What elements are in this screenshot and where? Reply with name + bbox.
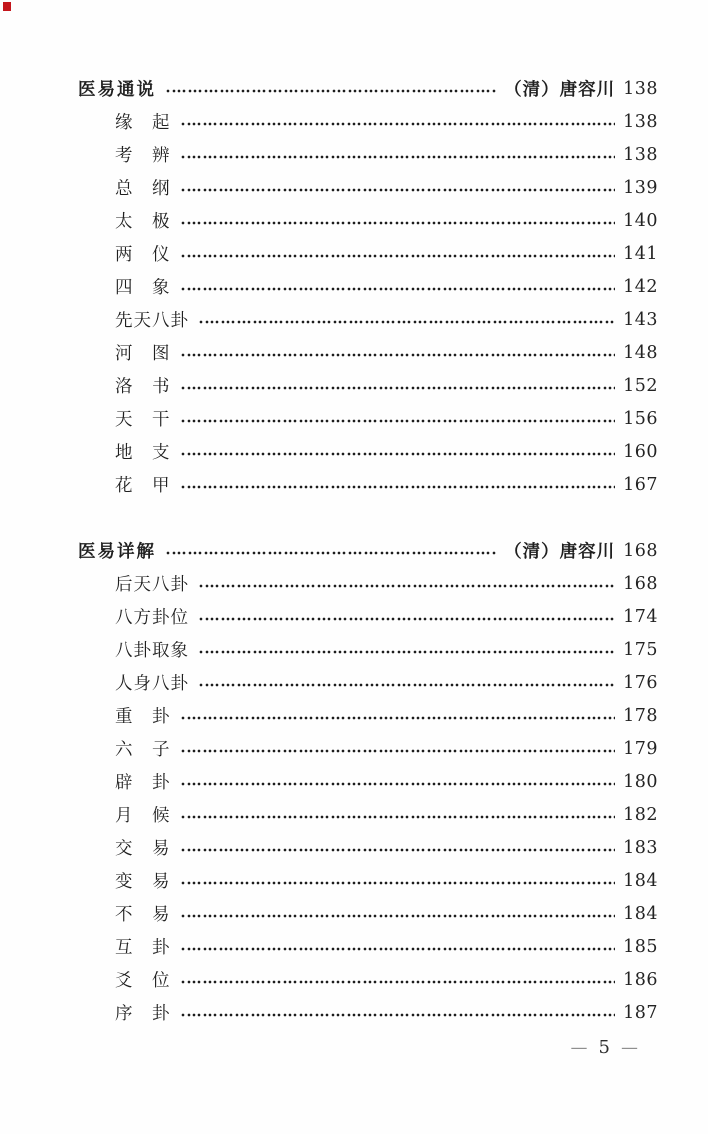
toc-entry-page-number: 174	[623, 606, 658, 627]
dot-leader	[181, 897, 616, 930]
toc-entry-title: 六 子	[115, 740, 171, 760]
toc-entry-row	[78, 732, 658, 765]
toc-entry-row	[78, 105, 658, 138]
toc-entry-row	[78, 468, 658, 501]
toc-entry-title: 地 支	[115, 443, 171, 463]
toc-section-entries	[78, 105, 658, 501]
toc-entry-page-number: 179	[623, 738, 658, 759]
toc-entry-page-number: 148	[623, 342, 658, 363]
toc-entry-title: 交 易	[115, 839, 171, 859]
dot-leader	[199, 600, 615, 633]
toc-entry-page-number: 182	[623, 804, 658, 825]
toc-entry-row	[78, 567, 658, 600]
toc-section-author: （清）唐容川	[504, 80, 616, 100]
toc-entry-page-number: 156	[623, 408, 658, 429]
toc-entry-title: 太 极	[115, 212, 171, 232]
toc-entry-title: 先天八卦	[115, 311, 189, 331]
corner-red-mark	[3, 2, 11, 11]
dot-leader	[181, 732, 616, 765]
dot-leader	[166, 72, 496, 105]
toc-entry-title: 四 象	[115, 278, 171, 298]
toc-entry-page-number: 168	[623, 573, 658, 594]
dot-leader	[181, 798, 616, 831]
toc-entry-title: 辟 卦	[115, 773, 171, 793]
toc-entry-page-number: 139	[623, 177, 658, 198]
dot-leader	[181, 171, 616, 204]
toc-entry-page-number: 160	[623, 441, 658, 462]
dot-leader	[199, 666, 615, 699]
toc-entry-title: 天 干	[115, 410, 171, 430]
dot-leader	[181, 765, 616, 798]
toc-section-header-row	[78, 72, 658, 105]
toc-entry-row	[78, 435, 658, 468]
footer-right-dash: —	[621, 1037, 638, 1058]
toc-entry-title: 两 仪	[115, 245, 171, 265]
toc-entry-title: 月 候	[115, 806, 171, 826]
toc-entry-row	[78, 402, 658, 435]
dot-leader	[181, 930, 616, 963]
dot-leader	[181, 963, 616, 996]
dot-leader	[181, 270, 616, 303]
toc-entry-title: 人身八卦	[115, 674, 189, 694]
toc-section-author: （清）唐容川	[504, 542, 616, 562]
dot-leader	[181, 237, 616, 270]
dot-leader	[166, 534, 496, 567]
toc-section-title: 医易通说	[78, 80, 156, 100]
toc-entry-row	[78, 963, 658, 996]
toc-entry-title: 花 甲	[115, 476, 171, 496]
toc-section-yiyi-xiangjie	[78, 534, 658, 1029]
toc-section-page-number: 168	[623, 540, 658, 561]
toc-entry-row	[78, 996, 658, 1029]
toc-entry-page-number: 141	[623, 243, 658, 264]
toc-section-title: 医易详解	[78, 542, 156, 562]
toc-entry-title: 缘 起	[115, 113, 171, 133]
toc-entry-title: 八方卦位	[115, 608, 189, 628]
toc-section-header-row	[78, 534, 658, 567]
toc-entry-page-number: 187	[623, 1002, 658, 1023]
toc-entry-row	[78, 666, 658, 699]
dot-leader	[181, 138, 616, 171]
toc-entry-row	[78, 270, 658, 303]
toc-entry-page-number: 184	[623, 903, 658, 924]
toc-entry-row	[78, 171, 658, 204]
toc-entry-row	[78, 237, 658, 270]
toc-entry-row	[78, 369, 658, 402]
toc-entry-page-number: 143	[623, 309, 658, 330]
dot-leader	[181, 996, 616, 1029]
toc-entry-page-number: 152	[623, 375, 658, 396]
dot-leader	[181, 402, 616, 435]
dot-leader	[199, 303, 615, 336]
toc-entry-row	[78, 633, 658, 666]
footer-page-number: 5	[598, 1037, 610, 1058]
dot-leader	[181, 435, 616, 468]
toc-entry-title: 总 纲	[115, 179, 171, 199]
page-footer	[571, 1036, 638, 1060]
toc-entry-page-number: 186	[623, 969, 658, 990]
toc-entry-title: 不 易	[115, 905, 171, 925]
toc-entry-row	[78, 336, 658, 369]
toc-section-page-number: 138	[623, 78, 658, 99]
toc-entry-title: 互 卦	[115, 938, 171, 958]
toc-entry-row	[78, 204, 658, 237]
footer-left-dash: —	[570, 1037, 588, 1058]
toc-entry-title: 洛 书	[115, 377, 171, 397]
toc-entry-title: 变 易	[115, 872, 171, 892]
toc-entry-row	[78, 138, 658, 171]
toc-entry-title: 后天八卦	[115, 575, 189, 595]
toc-entry-row	[78, 699, 658, 732]
dot-leader	[181, 468, 616, 501]
toc-entry-title: 八卦取象	[115, 641, 189, 661]
toc-entry-title: 重 卦	[115, 707, 171, 727]
toc-entry-row	[78, 303, 658, 336]
toc-entry-page-number: 184	[623, 870, 658, 891]
toc-entry-row	[78, 897, 658, 930]
toc-entry-page-number: 178	[623, 705, 658, 726]
toc-section-yiyi-tongshuo	[78, 72, 658, 501]
dot-leader	[181, 336, 616, 369]
toc-section-entries	[78, 567, 658, 1029]
toc-entry-row	[78, 600, 658, 633]
toc-entry-page-number: 176	[623, 672, 658, 693]
toc-entry-row	[78, 930, 658, 963]
dot-leader	[181, 699, 616, 732]
dot-leader	[181, 864, 616, 897]
toc-entry-row	[78, 798, 658, 831]
dot-leader	[181, 204, 616, 237]
toc-entry-title: 爻 位	[115, 971, 171, 991]
dot-leader	[181, 105, 616, 138]
toc-entry-page-number: 138	[623, 111, 658, 132]
toc-entry-page-number: 183	[623, 837, 658, 858]
toc-entry-title: 考 辨	[115, 146, 171, 166]
toc-entry-page-number: 180	[623, 771, 658, 792]
toc-entry-row	[78, 864, 658, 897]
toc-entry-page-number: 175	[623, 639, 658, 660]
toc-entry-page-number: 142	[623, 276, 658, 297]
toc-entry-title: 序 卦	[115, 1004, 171, 1024]
dot-leader	[181, 831, 616, 864]
dot-leader	[199, 567, 615, 600]
toc-entry-page-number: 167	[623, 474, 658, 495]
toc-entry-title: 河 图	[115, 344, 171, 364]
table-of-contents	[78, 72, 658, 1029]
toc-entry-page-number: 140	[623, 210, 658, 231]
toc-entry-page-number: 138	[623, 144, 658, 165]
toc-entry-row	[78, 765, 658, 798]
toc-entry-page-number: 185	[623, 936, 658, 957]
toc-entry-row	[78, 831, 658, 864]
dot-leader	[181, 369, 616, 402]
dot-leader	[199, 633, 615, 666]
